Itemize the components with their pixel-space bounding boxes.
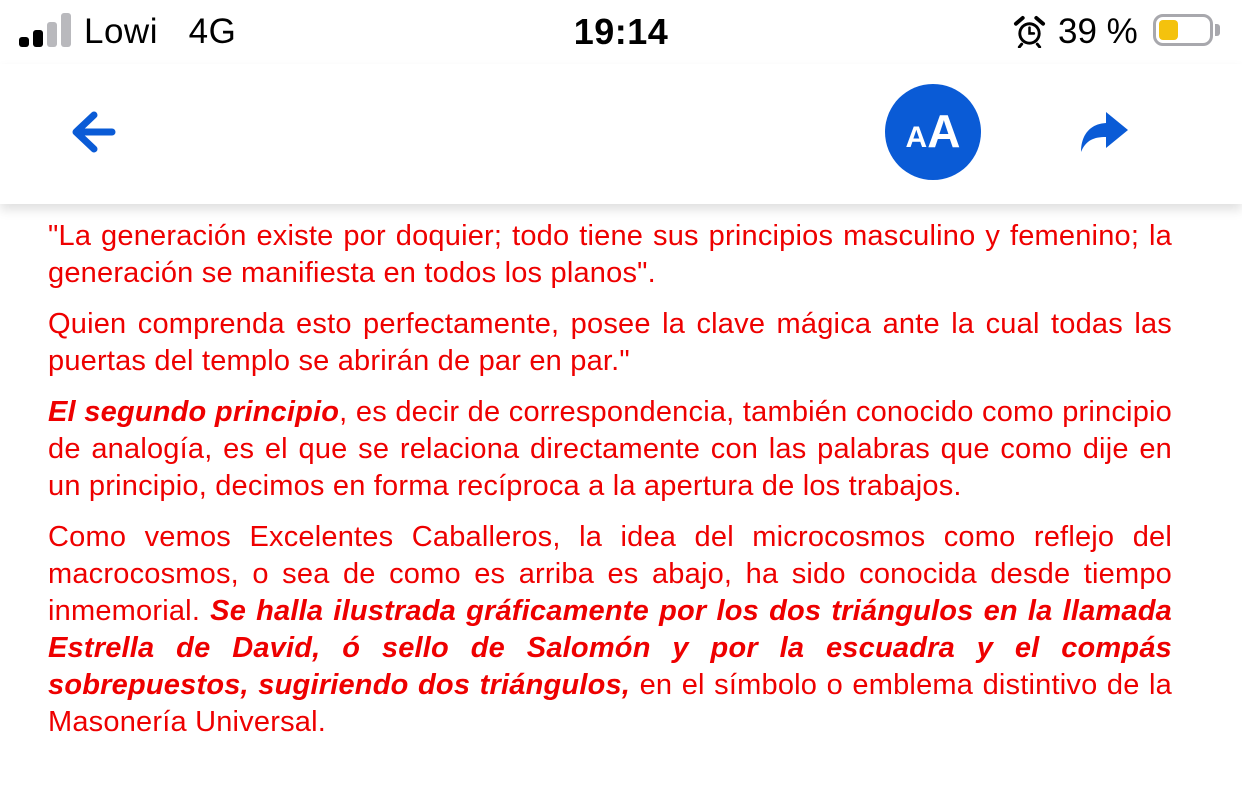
article-paragraph xyxy=(48,306,1172,380)
paragraph-text: Como vemos Excelentes Caballeros, la idea del microcosmos como reflejo del macrocosmos, o sea de como es arriba es abajo, ha sido conocida desde tiempo inmemorial. xyxy=(48,521,1172,627)
paragraph-text: , es decir de correspondencia, también conocido como principio de analogía, es el que se relaciona directamente con las palabras que como dije en un principio, decimos en forma recíproca a la apertura de los trabajos. xyxy=(48,396,1172,502)
paragraph-text: "La generación existe por doquier; todo tiene sus principios masculino y femenino; la generación se manifiesta en todos los planos". xyxy=(48,220,1172,289)
article-paragraph xyxy=(48,519,1172,741)
article-paragraph xyxy=(48,394,1172,505)
font-size-small-letter: A xyxy=(905,121,928,154)
font-size-large-letter: A xyxy=(927,105,961,157)
alarm-clock-icon xyxy=(1013,15,1046,48)
battery-icon xyxy=(1153,14,1213,46)
back-button[interactable] xyxy=(62,104,126,160)
arrow-left-icon xyxy=(62,104,126,160)
bold-italic-phrase: El segundo principio xyxy=(48,396,340,428)
paragraph-text: Quien comprenda esto perfectamente, posee la clave mágica ante la cual todas las puertas del templo se abrirán de par en par." xyxy=(48,308,1172,377)
font-size-icon xyxy=(906,106,961,168)
battery-percentage: 39 % xyxy=(1058,12,1138,51)
status-bar xyxy=(0,0,1242,64)
paragraph-text: en el símbolo o emblema distintivo de la Masonería Universal. xyxy=(48,669,1172,738)
article-body xyxy=(48,218,1172,755)
font-size-button[interactable] xyxy=(885,84,981,180)
article-paragraph xyxy=(48,218,1172,292)
share-button[interactable] xyxy=(1072,106,1134,160)
status-time: 19:14 xyxy=(573,11,669,52)
bold-italic-phrase: Se halla ilustrada gráficamente por los dos triángulos en la llamada Estrella de David, ó sello de Salomón y por la escuadra y el compás sobrepuestos, sugiriendo dos triángulos, xyxy=(48,595,1172,701)
battery-tip xyxy=(1215,24,1220,36)
share-arrow-icon xyxy=(1072,106,1134,160)
arrow-left-icon-path xyxy=(76,115,112,149)
battery-level-fill xyxy=(1159,20,1178,40)
carrier-label: Lowi 4G xyxy=(84,12,237,51)
article-toolbar xyxy=(0,64,1242,204)
